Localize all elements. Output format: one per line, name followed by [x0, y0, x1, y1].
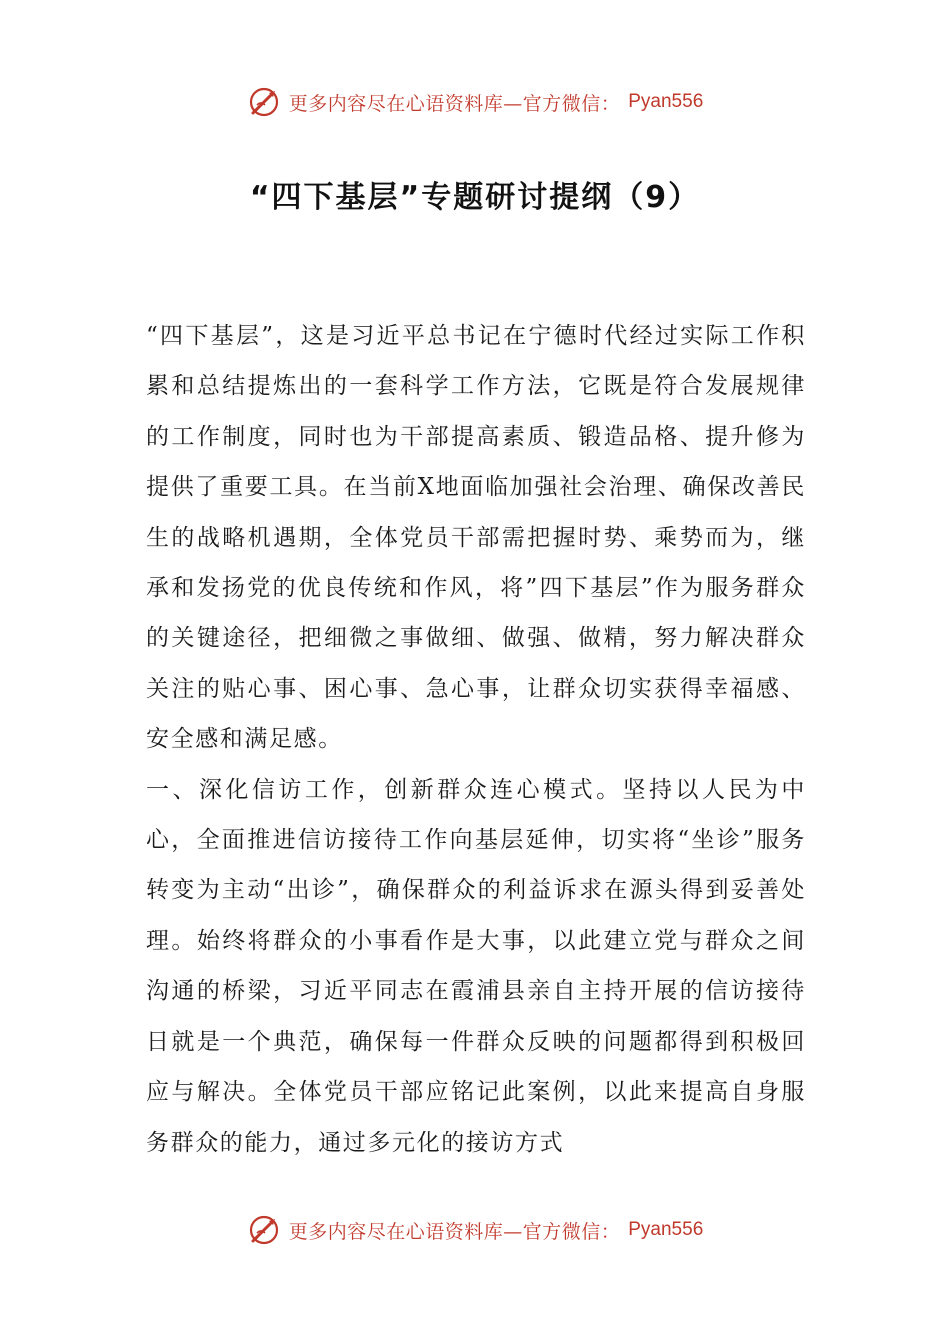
- footer-banner-text: 更多内容尽在心语资料库—官方微信：: [288, 1220, 621, 1243]
- document-body: [146, 311, 806, 1168]
- document-title: “四下基层”专题研讨提纲（9）: [249, 180, 701, 215]
- pen-logo-icon: [247, 85, 281, 119]
- header-watermark-banner: [0, 82, 950, 122]
- footer-watermark-banner: [0, 1210, 950, 1250]
- header-banner-text: 更多内容尽在心语资料库—官方微信：: [288, 92, 621, 115]
- body-paragraph-intro: “四下基层”，这是习近平总书记在宁德时代经过实际工作积累和总结提炼出的一套科学工作方法，它既是符合发展规律的工作制度，同时也为干部提高素质、锻造品格、提升修为提供了重要工具。在当前X地面临加强社会治理、确保改善民生的战略机遇期，全体党员干部需把握时势、乘势而为，继承和发扬党的优良传统和作风，将”四下基层”作为服务群众的关键途径，把细微之事做细、做强、做精，努力解决群众关注的贴心事、困心事、急心事，让群众切实获得幸福感、安全感和满足感。: [146, 323, 806, 753]
- header-banner-wechat-id: Pyan556: [628, 91, 704, 112]
- pen-logo-icon: [247, 1213, 281, 1247]
- footer-banner-wechat-id: Pyan556: [628, 1219, 704, 1240]
- body-paragraph-section-1: 一、深化信访工作，创新群众连心模式。坚持以人民为中心，全面推进信访接待工作向基层延伸，切实将“坐诊”服务转变为主动“出诊”，确保群众的利益诉求在源头得到妥善处理。始终将群众的小事看作是大事，以此建立党与群众之间沟通的桥梁，习近平同志在霞浦县亲自主持开展的信访接待日就是一个典范，确保每一件群众反映的问题都得到积极回应与解决。全体党员干部应铭记此案例，以此来提高自身服务群众的能力，通过多元化的接访方式: [146, 776, 806, 1156]
